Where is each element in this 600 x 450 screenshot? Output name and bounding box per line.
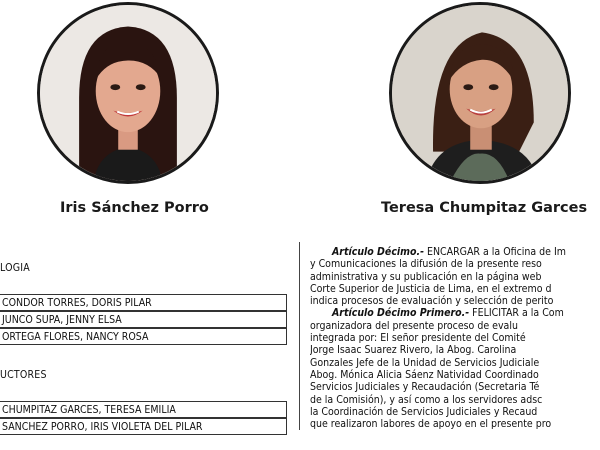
article-text — [310, 246, 600, 430]
article-line: Abog. Mónica Alicia Sáenz Natividad Coordinado — [310, 368, 539, 381]
article-heading: Artículo Décimo.- — [332, 246, 424, 258]
portrait-iris-image — [40, 5, 216, 181]
portrait-iris — [37, 2, 219, 184]
article-line: y Comunicaciones la difusión de la presente reso — [310, 258, 542, 271]
table-row: CONDOR TORRES, DORIS PILAR — [0, 294, 287, 311]
article-line: organizadora del presente proceso de evalu — [310, 319, 518, 332]
article-line: la Coordinación de Servicios Judiciales y Recaud — [310, 405, 538, 418]
article-line: Gonzales Jefe de la Unidad de Servicios Judiciale — [310, 356, 540, 369]
portrait-teresa-image — [392, 5, 568, 181]
article-line: Servicios Judiciales y Recaudación (Secretaria Té — [310, 381, 540, 394]
table-row: JUNCO SUPA, JENNY ELSA — [0, 311, 287, 328]
table-row: ORTEGA FLORES, NANCY ROSA — [0, 328, 287, 345]
article-line: integrada por: El señor presidente del Comité — [310, 332, 526, 345]
column-divider — [299, 242, 300, 430]
article-heading: Artículo Décimo Primero.- — [332, 307, 470, 320]
article-line: indica procesos de evaluación y selección de perito — [310, 295, 554, 308]
article-line: que realizaron labores de apoyo en el presente pro — [310, 418, 552, 431]
article-line: administrativa y su publicación en la página web — [310, 270, 542, 283]
person-name-iris: Iris Sánchez Porro — [60, 200, 209, 216]
article-line: Corte Superior de Justicia de Lima, en el extremo d — [310, 282, 552, 295]
person-name-teresa: Teresa Chumpitaz Garces — [381, 200, 588, 216]
portrait-teresa — [389, 2, 571, 184]
article-line: Artículo Décimo.- ENCARGAR a la Oficina de Im — [310, 246, 600, 258]
section-title-uctores: UCTORES — [0, 369, 47, 381]
article-line: Artículo Décimo Primero.- FELICITAR a la Com — [310, 307, 600, 319]
section-title-logia: LOGIA — [0, 262, 30, 274]
table-row: CHUMPITAZ GARCES, TERESA EMILIA — [0, 401, 287, 418]
table-row: SANCHEZ PORRO, IRIS VIOLETA DEL PILAR — [0, 418, 287, 435]
article-line: de la Comisión), y así como a los servidores adsc — [310, 393, 543, 406]
article-line: Jorge Isaac Suarez Rivero, la Abog. Carolina — [310, 344, 517, 357]
